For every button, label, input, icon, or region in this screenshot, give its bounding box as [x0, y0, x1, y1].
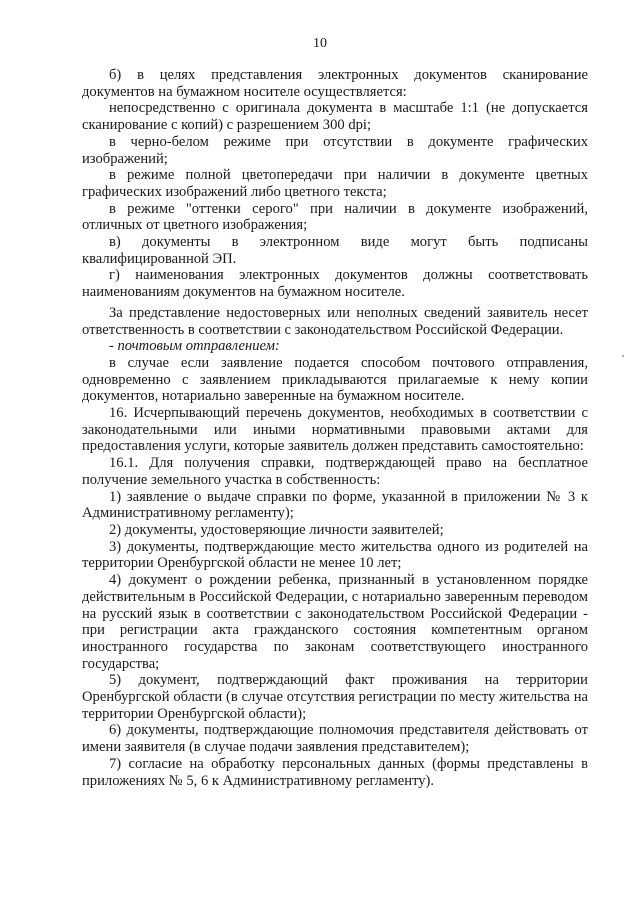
paragraph-file-names: г) наименования электронных документов должны соответствовать наименованиям документов на бумажном носителе.	[82, 267, 588, 301]
list-item-7: 7) согласие на обработку персональных данных (формы представлены в приложениях № 5, 6 к Административному регламенту).	[82, 755, 588, 789]
paragraph-scan-bw: в черно-белом режиме при отсутствии в документе графических изображений;	[82, 133, 588, 167]
paragraph-scan-gray: в режиме "оттенки серого" при наличии в документе изображений, отличных от цветного изображения;	[82, 200, 588, 234]
scan-speck	[622, 355, 624, 357]
list-item-3: 3) документы, подтверждающие место жительства одного из родителей на территории Оренбургской области не менее 10 лет;	[82, 538, 588, 572]
list-item-6: 6) документы, подтверждающие полномочия представителя действовать от имени заявителя (в случае подачи заявления представителем);	[82, 722, 588, 756]
paragraph-postal-heading: - почтовым отправлением:	[109, 338, 280, 355]
paragraph-scan-color: в режиме полной цветопередачи при наличии в документе цветных графических изображений либо цветного текста;	[82, 167, 588, 200]
paragraph-scan-original: непосредственно с оригинала документа в масштабе 1:1 (не допускается сканирование с копий) с разрешением 300 dpi;	[82, 100, 588, 134]
paragraph-scanning-intro: б) в целях представления электронных документов сканирование документов на бумажном носителе осуществляется:	[82, 67, 588, 100]
list-item-5: 5) документ, подтверждающий факт проживания на территории Оренбургской области (в случае отсутствия регистрации по месту жительства на территории Оренбургской области);	[82, 672, 588, 722]
paragraph-signature: в) документы в электронном виде могут быть подписаны квалифицированной ЭП.	[82, 234, 588, 267]
list-item-2: 2) документы, удостоверяющие личности заявителей;	[109, 521, 444, 538]
paragraph-postal-body: в случае если заявление подается способом почтового отправления, одновременно с заявлением прикладываются прилагаемые к нему копии документов, нотариально заверенные на бумажном носителе.	[82, 354, 588, 405]
page-number: 10	[313, 36, 327, 51]
paragraph-item-16: 16. Исчерпывающий перечень документов, необходимых в соответствии с законодательными или иными нормативными правовыми актами для предоставления услуги, которые заявитель должен представить самостоятельно:	[82, 405, 588, 455]
list-item-1: 1) заявление о выдаче справки по форме, указанной в приложении № 3 к Административному регламенту);	[82, 488, 588, 522]
list-item-4: 4) документ о рождении ребенка, признанный в установленном порядке действительным в Российской Федерации, с нотариально заверенным переводом на русский язык в соответствии с законодательством Российской Федерации - при регистрации акта гражданского состояния компетентным органом иностранного государства по законам соответствующего иностранного государства;	[82, 572, 588, 672]
paragraph-item-16-1: 16.1. Для получения справки, подтверждающей право на бесплатное получение земельного участка в собственность:	[82, 455, 588, 488]
document-body	[82, 67, 588, 789]
paragraph-responsibility: За представление недостоверных или неполных сведений заявитель несет ответственность в соответствии с законодательством Российской Федерации.	[82, 304, 588, 338]
